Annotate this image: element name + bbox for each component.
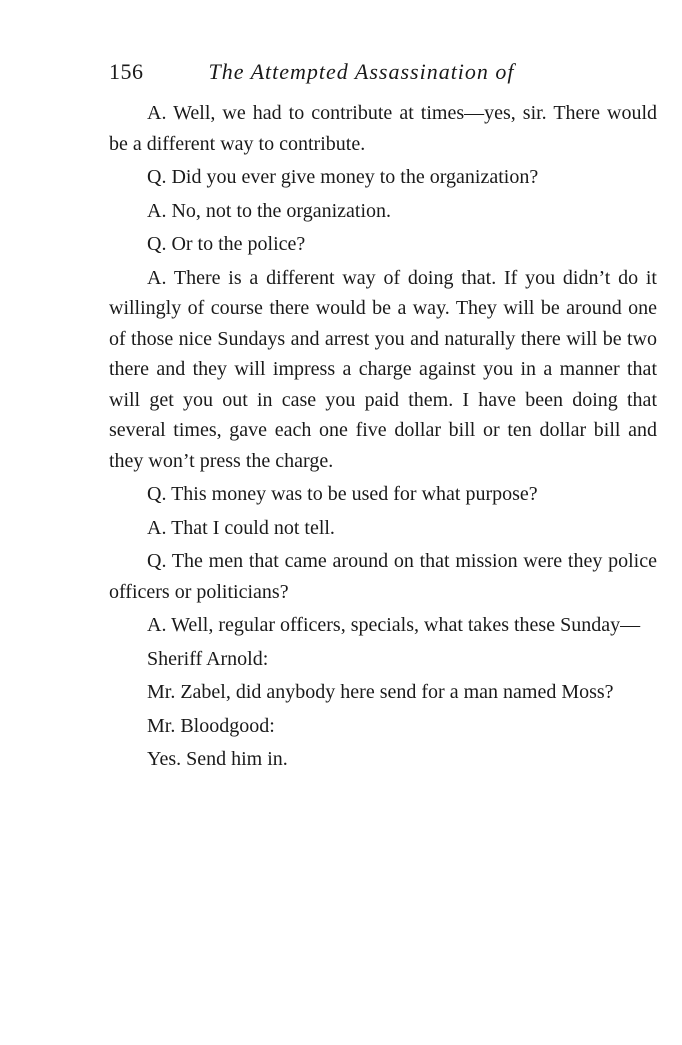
testimony-paragraph: Q. This money was to be used for what purpose? — [147, 483, 538, 505]
testimony-paragraph: A. There is a different way of doing that. If you didn’t do it willingly of course there would be a way. They will be around one of those nice Sundays and arrest you and naturally there will be two there and they will impress a charge against you in a manner that will get you out in case you paid them. I have been doing that several times, gave each one five dollar bill or ten dollar bill and they won’t press the charge. — [109, 266, 657, 472]
speaker-label: Sheriff Arnold: — [147, 647, 269, 670]
book-page — [109, 58, 657, 778]
testimony-paragraph: Q. The men that came around on that mission were they police officers or politicians? — [109, 550, 657, 603]
testimony-paragraph: A. Well, we had to contribute at times—yes, sir. There would be a different way to contribute. — [109, 102, 657, 155]
running-title: The Attempted Assassination of — [208, 59, 515, 84]
transcript-body — [109, 98, 657, 775]
page-number: 156 — [109, 59, 144, 84]
testimony-paragraph: Q. Or to the police? — [147, 233, 306, 255]
testimony-paragraph: A. No, not to the organization. — [147, 199, 392, 222]
speaker-label: Mr. Bloodgood: — [147, 714, 275, 737]
testimony-paragraph: Q. Did you ever give money to the organization? — [147, 166, 539, 188]
testimony-paragraph: Yes. Send him in. — [147, 748, 288, 770]
running-head — [109, 58, 657, 98]
testimony-paragraph: Mr. Zabel, did anybody here send for a man named Moss? — [147, 681, 614, 703]
testimony-paragraph: A. Well, regular officers, specials, what takes these Sunday— — [147, 614, 641, 636]
testimony-paragraph: A. That I could not tell. — [147, 516, 335, 539]
